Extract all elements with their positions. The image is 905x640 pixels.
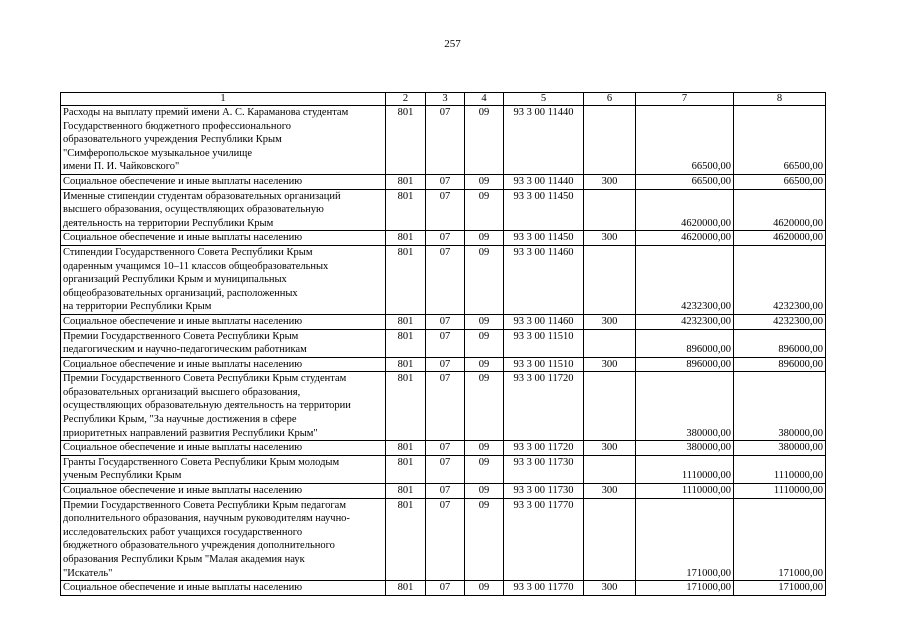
header-cell: 7: [636, 93, 734, 106]
subsection-cell: 09: [465, 245, 504, 314]
expense-type-cell: 300: [584, 484, 636, 499]
ministry-code-cell: 801: [386, 441, 426, 456]
header-cell: 8: [734, 93, 826, 106]
amount-cell: 4232300,00: [636, 245, 734, 314]
amount-cell: 380000,00: [636, 441, 734, 456]
row-name-text: Социальное обеспечение и иные выплаты населению: [63, 232, 303, 244]
section-cell: 07: [426, 329, 465, 357]
amount-cell: 171000,00: [636, 498, 734, 581]
target-article-cell: 93 3 00 11770: [504, 498, 584, 581]
ministry-code-cell: 801: [386, 455, 426, 483]
ministry-code-cell: 801: [386, 314, 426, 329]
header-row: [61, 93, 826, 106]
table-row: [61, 357, 826, 372]
subsection-cell: 09: [465, 372, 504, 441]
table-row: [61, 231, 826, 246]
row-name-cell: [61, 314, 386, 329]
ministry-code-cell: 801: [386, 498, 426, 581]
ministry-code-cell: 801: [386, 106, 426, 175]
expense-type-cell: [584, 329, 636, 357]
amount-cell: 896000,00: [636, 329, 734, 357]
section-cell: 07: [426, 174, 465, 189]
table-row: [61, 484, 826, 499]
section-cell: 07: [426, 484, 465, 499]
amount-cell: 896000,00: [734, 357, 826, 372]
amount-cell: 66500,00: [734, 174, 826, 189]
amount-cell: 380000,00: [734, 441, 826, 456]
amount-cell: 1110000,00: [734, 455, 826, 483]
amount-cell: 171000,00: [734, 498, 826, 581]
subsection-cell: 09: [465, 231, 504, 246]
header-cell: 5: [504, 93, 584, 106]
target-article-cell: 93 3 00 11770: [504, 581, 584, 596]
section-cell: 07: [426, 372, 465, 441]
amount-cell: 66500,00: [636, 106, 734, 175]
table-row: [61, 314, 826, 329]
amount-cell: 4232300,00: [636, 314, 734, 329]
subsection-cell: 09: [465, 484, 504, 499]
ministry-code-cell: 801: [386, 581, 426, 596]
expense-type-cell: 300: [584, 314, 636, 329]
expense-type-cell: 300: [584, 441, 636, 456]
subsection-cell: 09: [465, 189, 504, 231]
ministry-code-cell: 801: [386, 484, 426, 499]
subsection-cell: 09: [465, 106, 504, 175]
ministry-code-cell: 801: [386, 329, 426, 357]
row-name-cell: [61, 455, 386, 483]
budget-table: [60, 92, 826, 596]
ministry-code-cell: 801: [386, 372, 426, 441]
expense-type-cell: 300: [584, 231, 636, 246]
target-article-cell: 93 3 00 11450: [504, 189, 584, 231]
row-name-cell: [61, 329, 386, 357]
amount-cell: 4620000,00: [636, 231, 734, 246]
amount-cell: 4620000,00: [734, 231, 826, 246]
subsection-cell: 09: [465, 174, 504, 189]
section-cell: 07: [426, 231, 465, 246]
row-name-text: Премии Государственного Совета Республики Крым педагогам дополнительного образования, научным руководителям научно- исследовательских работ учащихся государственного бюджетного образовательного учреждения дополнительного образования Республики Крым "Малая академия наук "Искатель": [63, 499, 350, 579]
amount-cell: 380000,00: [636, 372, 734, 441]
target-article-cell: 93 3 00 11440: [504, 174, 584, 189]
subsection-cell: 09: [465, 357, 504, 372]
expense-type-cell: 300: [584, 581, 636, 596]
header-cell: 3: [426, 93, 465, 106]
header-cell: 6: [584, 93, 636, 106]
expense-type-cell: [584, 372, 636, 441]
section-cell: 07: [426, 106, 465, 175]
row-name-text: Именные стипендии студентам образовательных организаций высшего образования, осуществляющих образовательную деятельность на территории Республики Крым: [63, 190, 341, 229]
subsection-cell: 09: [465, 314, 504, 329]
expense-type-cell: [584, 455, 636, 483]
page-number: 257: [444, 38, 461, 50]
row-name-text: Социальное обеспечение и иные выплаты населению: [63, 485, 303, 497]
target-article-cell: 93 3 00 11730: [504, 484, 584, 499]
row-name-text: Стипендии Государственного Совета Республики Крым одаренным учащимся 10–11 классов общеобразовательных организаций Республики Крым и муниципальных общеобразовательных организаций, расположенных на территории Республики Крым: [63, 246, 329, 313]
section-cell: 07: [426, 441, 465, 456]
target-article-cell: 93 3 00 11450: [504, 231, 584, 246]
section-cell: 07: [426, 245, 465, 314]
table-row: [61, 498, 826, 581]
table-row: [61, 245, 826, 314]
header-cell: 4: [465, 93, 504, 106]
subsection-cell: 09: [465, 441, 504, 456]
target-article-cell: 93 3 00 11720: [504, 372, 584, 441]
row-name-text: Социальное обеспечение и иные выплаты населению: [63, 315, 303, 327]
expense-type-cell: [584, 106, 636, 175]
table-row: [61, 372, 826, 441]
amount-cell: 4232300,00: [734, 245, 826, 314]
header-cell: 2: [386, 93, 426, 106]
amount-cell: 1110000,00: [734, 484, 826, 499]
amount-cell: 171000,00: [734, 581, 826, 596]
row-name-cell: [61, 498, 386, 581]
ministry-code-cell: 801: [386, 231, 426, 246]
ministry-code-cell: 801: [386, 357, 426, 372]
row-name-cell: [61, 372, 386, 441]
ministry-code-cell: 801: [386, 189, 426, 231]
row-name-text: Расходы на выплату премий имени А. С. Караманова студентам Государственного бюджетного профессионального образовательного учреждения Республики Крым "Симферопольское музыкальное училище имени П. И. Чайковского": [63, 107, 349, 173]
header-cell: 1: [61, 93, 386, 106]
amount-cell: 1110000,00: [636, 484, 734, 499]
subsection-cell: 09: [465, 455, 504, 483]
row-name-text: Премии Государственного Совета Республики Крым студентам образовательных организаций высшего образования, осуществляющих образовательную деятельность на территории Республики Крым, "За научные достижения в сфере приоритетных направлений развития Республики Крым": [63, 373, 351, 439]
target-article-cell: 93 3 00 11460: [504, 245, 584, 314]
amount-cell: 66500,00: [636, 174, 734, 189]
table-row: [61, 581, 826, 596]
target-article-cell: 93 3 00 11510: [504, 357, 584, 372]
expense-type-cell: [584, 189, 636, 231]
row-name-cell: [61, 231, 386, 246]
row-name-cell: [61, 484, 386, 499]
expense-type-cell: [584, 245, 636, 314]
section-cell: 07: [426, 455, 465, 483]
amount-cell: 4232300,00: [734, 314, 826, 329]
section-cell: 07: [426, 581, 465, 596]
amount-cell: 380000,00: [734, 372, 826, 441]
target-article-cell: 93 3 00 11720: [504, 441, 584, 456]
table-row: [61, 329, 826, 357]
expense-type-cell: 300: [584, 174, 636, 189]
amount-cell: 1110000,00: [636, 455, 734, 483]
table-row: [61, 174, 826, 189]
row-name-cell: [61, 174, 386, 189]
target-article-cell: 93 3 00 11510: [504, 329, 584, 357]
amount-cell: 896000,00: [636, 357, 734, 372]
row-name-cell: [61, 189, 386, 231]
ministry-code-cell: 801: [386, 245, 426, 314]
section-cell: 07: [426, 314, 465, 329]
amount-cell: 4620000,00: [636, 189, 734, 231]
subsection-cell: 09: [465, 329, 504, 357]
row-name-text: Социальное обеспечение и иные выплаты населению: [63, 442, 303, 454]
row-name-text: Социальное обеспечение и иные выплаты населению: [63, 175, 303, 187]
target-article-cell: 93 3 00 11460: [504, 314, 584, 329]
row-name-cell: [61, 441, 386, 456]
table-row: [61, 441, 826, 456]
section-cell: 07: [426, 357, 465, 372]
table-row: [61, 106, 826, 175]
row-name-text: Премии Государственного Совета Республики Крым педагогическим и научно-педагогическим работникам: [63, 330, 307, 356]
amount-cell: 4620000,00: [734, 189, 826, 231]
row-name-text: Социальное обеспечение и иные выплаты населению: [63, 582, 303, 594]
row-name-text: Социальное обеспечение и иные выплаты населению: [63, 358, 303, 370]
row-name-cell: [61, 581, 386, 596]
table-row: [61, 189, 826, 231]
row-name-cell: [61, 106, 386, 175]
subsection-cell: 09: [465, 498, 504, 581]
row-name-text: Гранты Государственного Совета Республики Крым молодым ученым Республики Крым: [63, 456, 340, 482]
subsection-cell: 09: [465, 581, 504, 596]
amount-cell: 171000,00: [636, 581, 734, 596]
table-row: [61, 455, 826, 483]
expense-type-cell: [584, 498, 636, 581]
row-name-cell: [61, 245, 386, 314]
section-cell: 07: [426, 189, 465, 231]
target-article-cell: 93 3 00 11440: [504, 106, 584, 175]
expense-type-cell: 300: [584, 357, 636, 372]
amount-cell: 896000,00: [734, 329, 826, 357]
target-article-cell: 93 3 00 11730: [504, 455, 584, 483]
row-name-cell: [61, 357, 386, 372]
ministry-code-cell: 801: [386, 174, 426, 189]
amount-cell: 66500,00: [734, 106, 826, 175]
section-cell: 07: [426, 498, 465, 581]
